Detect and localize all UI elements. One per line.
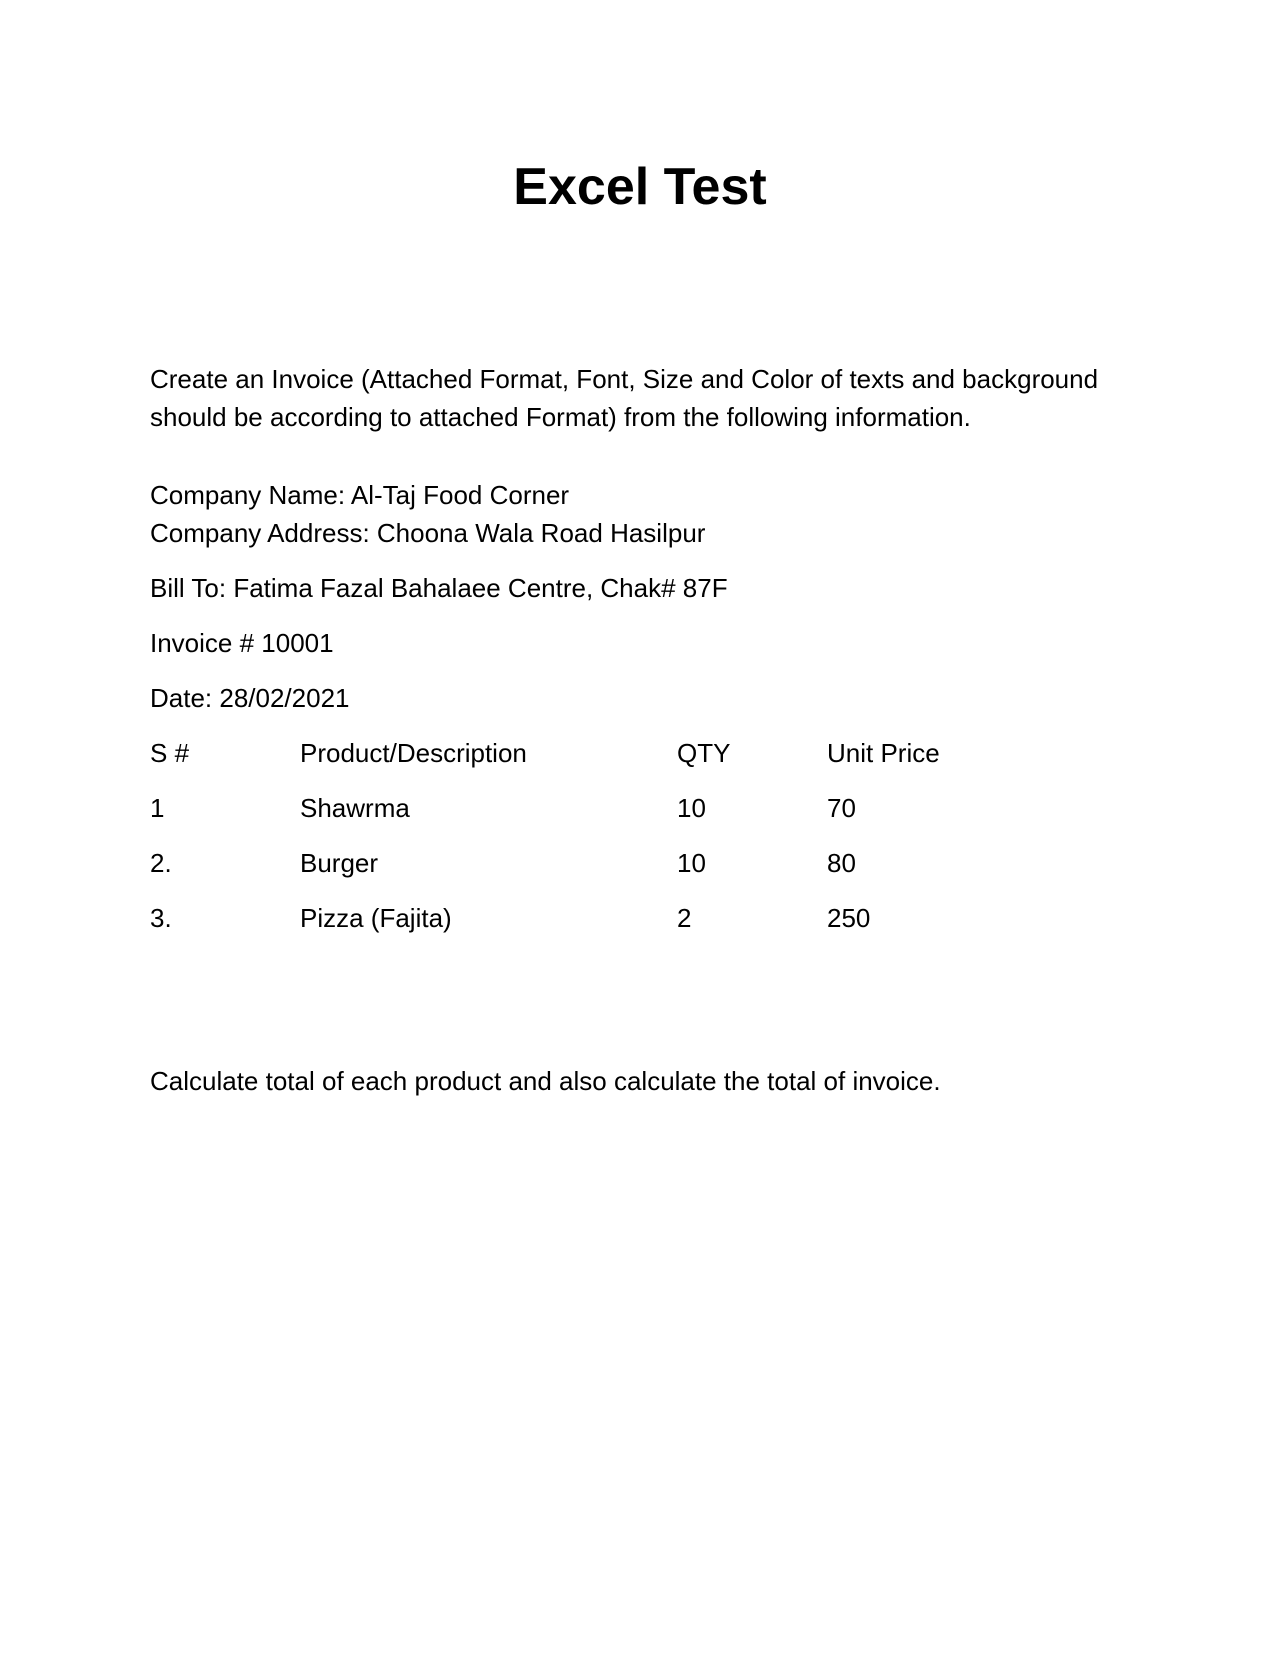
calculation-instruction: Calculate total of each product and also calculate the total of invoice.: [150, 1066, 941, 1096]
bill-to-line: Bill To: Fatima Fazal Bahalaee Centre, Chak# 87F: [150, 573, 728, 603]
row-serial-number: 1: [150, 793, 165, 823]
table-row: [150, 789, 1050, 844]
header-quantity: QTY: [677, 738, 731, 768]
company-name-line: Company Name: Al-Taj Food Corner: [150, 480, 570, 510]
row-unit-price: 80: [827, 848, 856, 878]
items-table: [150, 734, 1050, 954]
row-unit-price: 70: [827, 793, 856, 823]
row-serial-number: 3.: [150, 903, 172, 933]
table-row: [150, 899, 1050, 954]
row-serial-number: 2.: [150, 848, 172, 878]
row-product-description: Burger: [300, 848, 379, 878]
header-serial-number: S #: [150, 738, 190, 768]
header-unit-price: Unit Price: [827, 738, 940, 768]
instructions-paragraph: Create an Invoice (Attached Format, Font, Size and Color of texts and background should be according to attached Format) from the following information.: [150, 364, 1099, 432]
row-quantity: 2: [677, 903, 692, 933]
company-address-line: Company Address: Choona Wala Road Hasilpur: [150, 518, 706, 548]
invoice-date-line: Date: 28/02/2021: [150, 683, 350, 713]
table-row: [150, 844, 1050, 899]
invoice-number-line: Invoice # 10001: [150, 628, 334, 658]
header-product-description: Product/Description: [300, 738, 527, 768]
row-unit-price: 250: [827, 903, 871, 933]
row-quantity: 10: [677, 848, 706, 878]
row-quantity: 10: [677, 793, 706, 823]
table-header-row: [150, 734, 1050, 789]
row-product-description: Shawrma: [300, 793, 410, 823]
document-title: Excel Test: [513, 158, 767, 216]
row-product-description: Pizza (Fajita): [300, 903, 452, 933]
